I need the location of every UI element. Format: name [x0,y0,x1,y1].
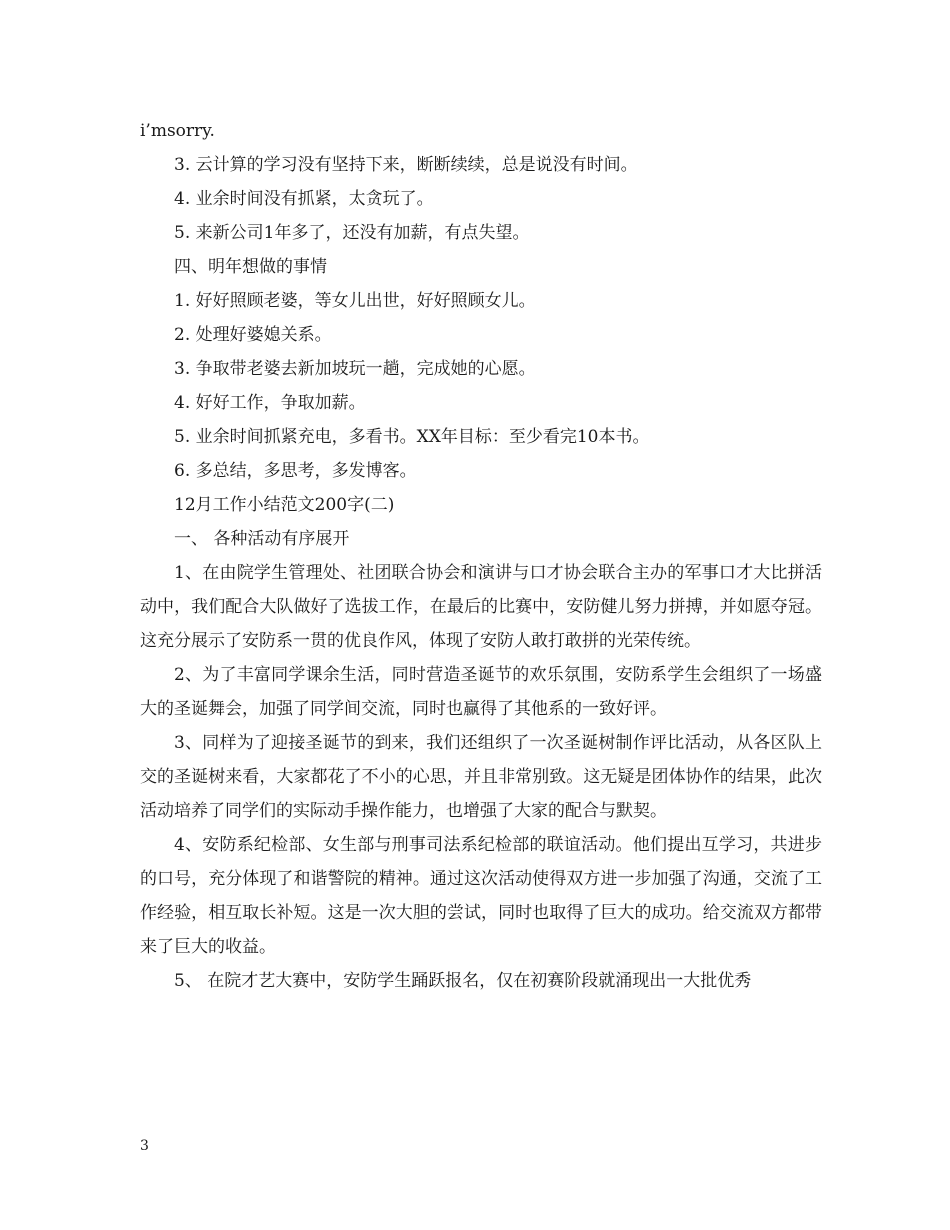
paragraph-activity-2: 2、为了丰富同学课余生活，同时营造圣诞节的欢乐氛围，安防系学生会组织了一场盛大的圣诞舞会，加强了同学间交流，同时也赢得了其他系的一致好评。 [140,665,822,719]
paragraph-activity-1: 1、在由院学生管理处、社团联合协会和演讲与口才协会联合主办的军事口才大比拼活动中，我们配合大队做好了选拔工作，在最后的比赛中，安防健儿努力拼搏，并如愿夺冠。这充分展示了安防系一贯的优良作风，体现了安防人敢打敢拼的光荣传统。 [140,563,822,651]
list-item-plan-3: 3. 争取带老婆去新加坡玩一趟，完成她的心愿。 [174,359,536,379]
paragraph-activity-4: 4、安防系纪检部、女生部与刑事司法系纪检部的联谊活动。他们提出互学习，共进步的口号，充分体现了和谐警院的精神。通过这次活动使得双方进一步加强了沟通，交流了工作经验，相互取长补短。这是一次大胆的尝试，同时也取得了巨大的成功。给交流双方都带来了巨大的收益。 [140,835,822,957]
list-item-plan-2: 2. 处理好婆媳关系。 [174,325,332,345]
list-item-plan-1: 1. 好好照顾老婆，等女儿出世，好好照顾女儿。 [174,291,536,311]
list-item-regret-4: 4. 业余时间没有抓紧，太贪玩了。 [174,189,434,209]
article-title: 12月工作小结范文200字(二) [174,495,395,515]
list-item-plan-4: 4. 好好工作，争取加薪。 [174,393,366,413]
list-item-plan-6: 6. 多总结，多思考，多发博客。 [174,461,417,481]
list-item-regret-3: 3. 云计算的学习没有坚持下来，断断续续，总是说没有时间。 [174,155,638,175]
list-item-regret-5: 5. 来新公司1年多了，还没有加薪，有点失望。 [174,223,530,243]
page-number: 3 [140,1138,149,1154]
section-heading-next-year: 四、明年想做的事情 [174,257,327,277]
paragraph-activity-5: 5、 在院才艺大赛中，安防学生踊跃报名，仅在初赛阶段就涌现出一大批优秀 [174,971,752,991]
document-page [140,114,822,998]
section-heading-activities: 一、 各种活动有序展开 [174,529,350,549]
paragraph-activity-3: 3、同样为了迎接圣诞节的到来，我们还组织了一次圣诞树制作评比活动，从各区队上交的圣诞树来看，大家都花了不小的心思，并且非常别致。这无疑是团体协作的结果，此次活动培养了同学们的实际动手操作能力，也增强了大家的配合与默契。 [140,733,822,821]
list-item-plan-5: 5. 业余时间抓紧充电，多看书。XX年目标：至少看完10本书。 [174,427,650,447]
text-line-continuation: i’msorry. [140,121,215,141]
